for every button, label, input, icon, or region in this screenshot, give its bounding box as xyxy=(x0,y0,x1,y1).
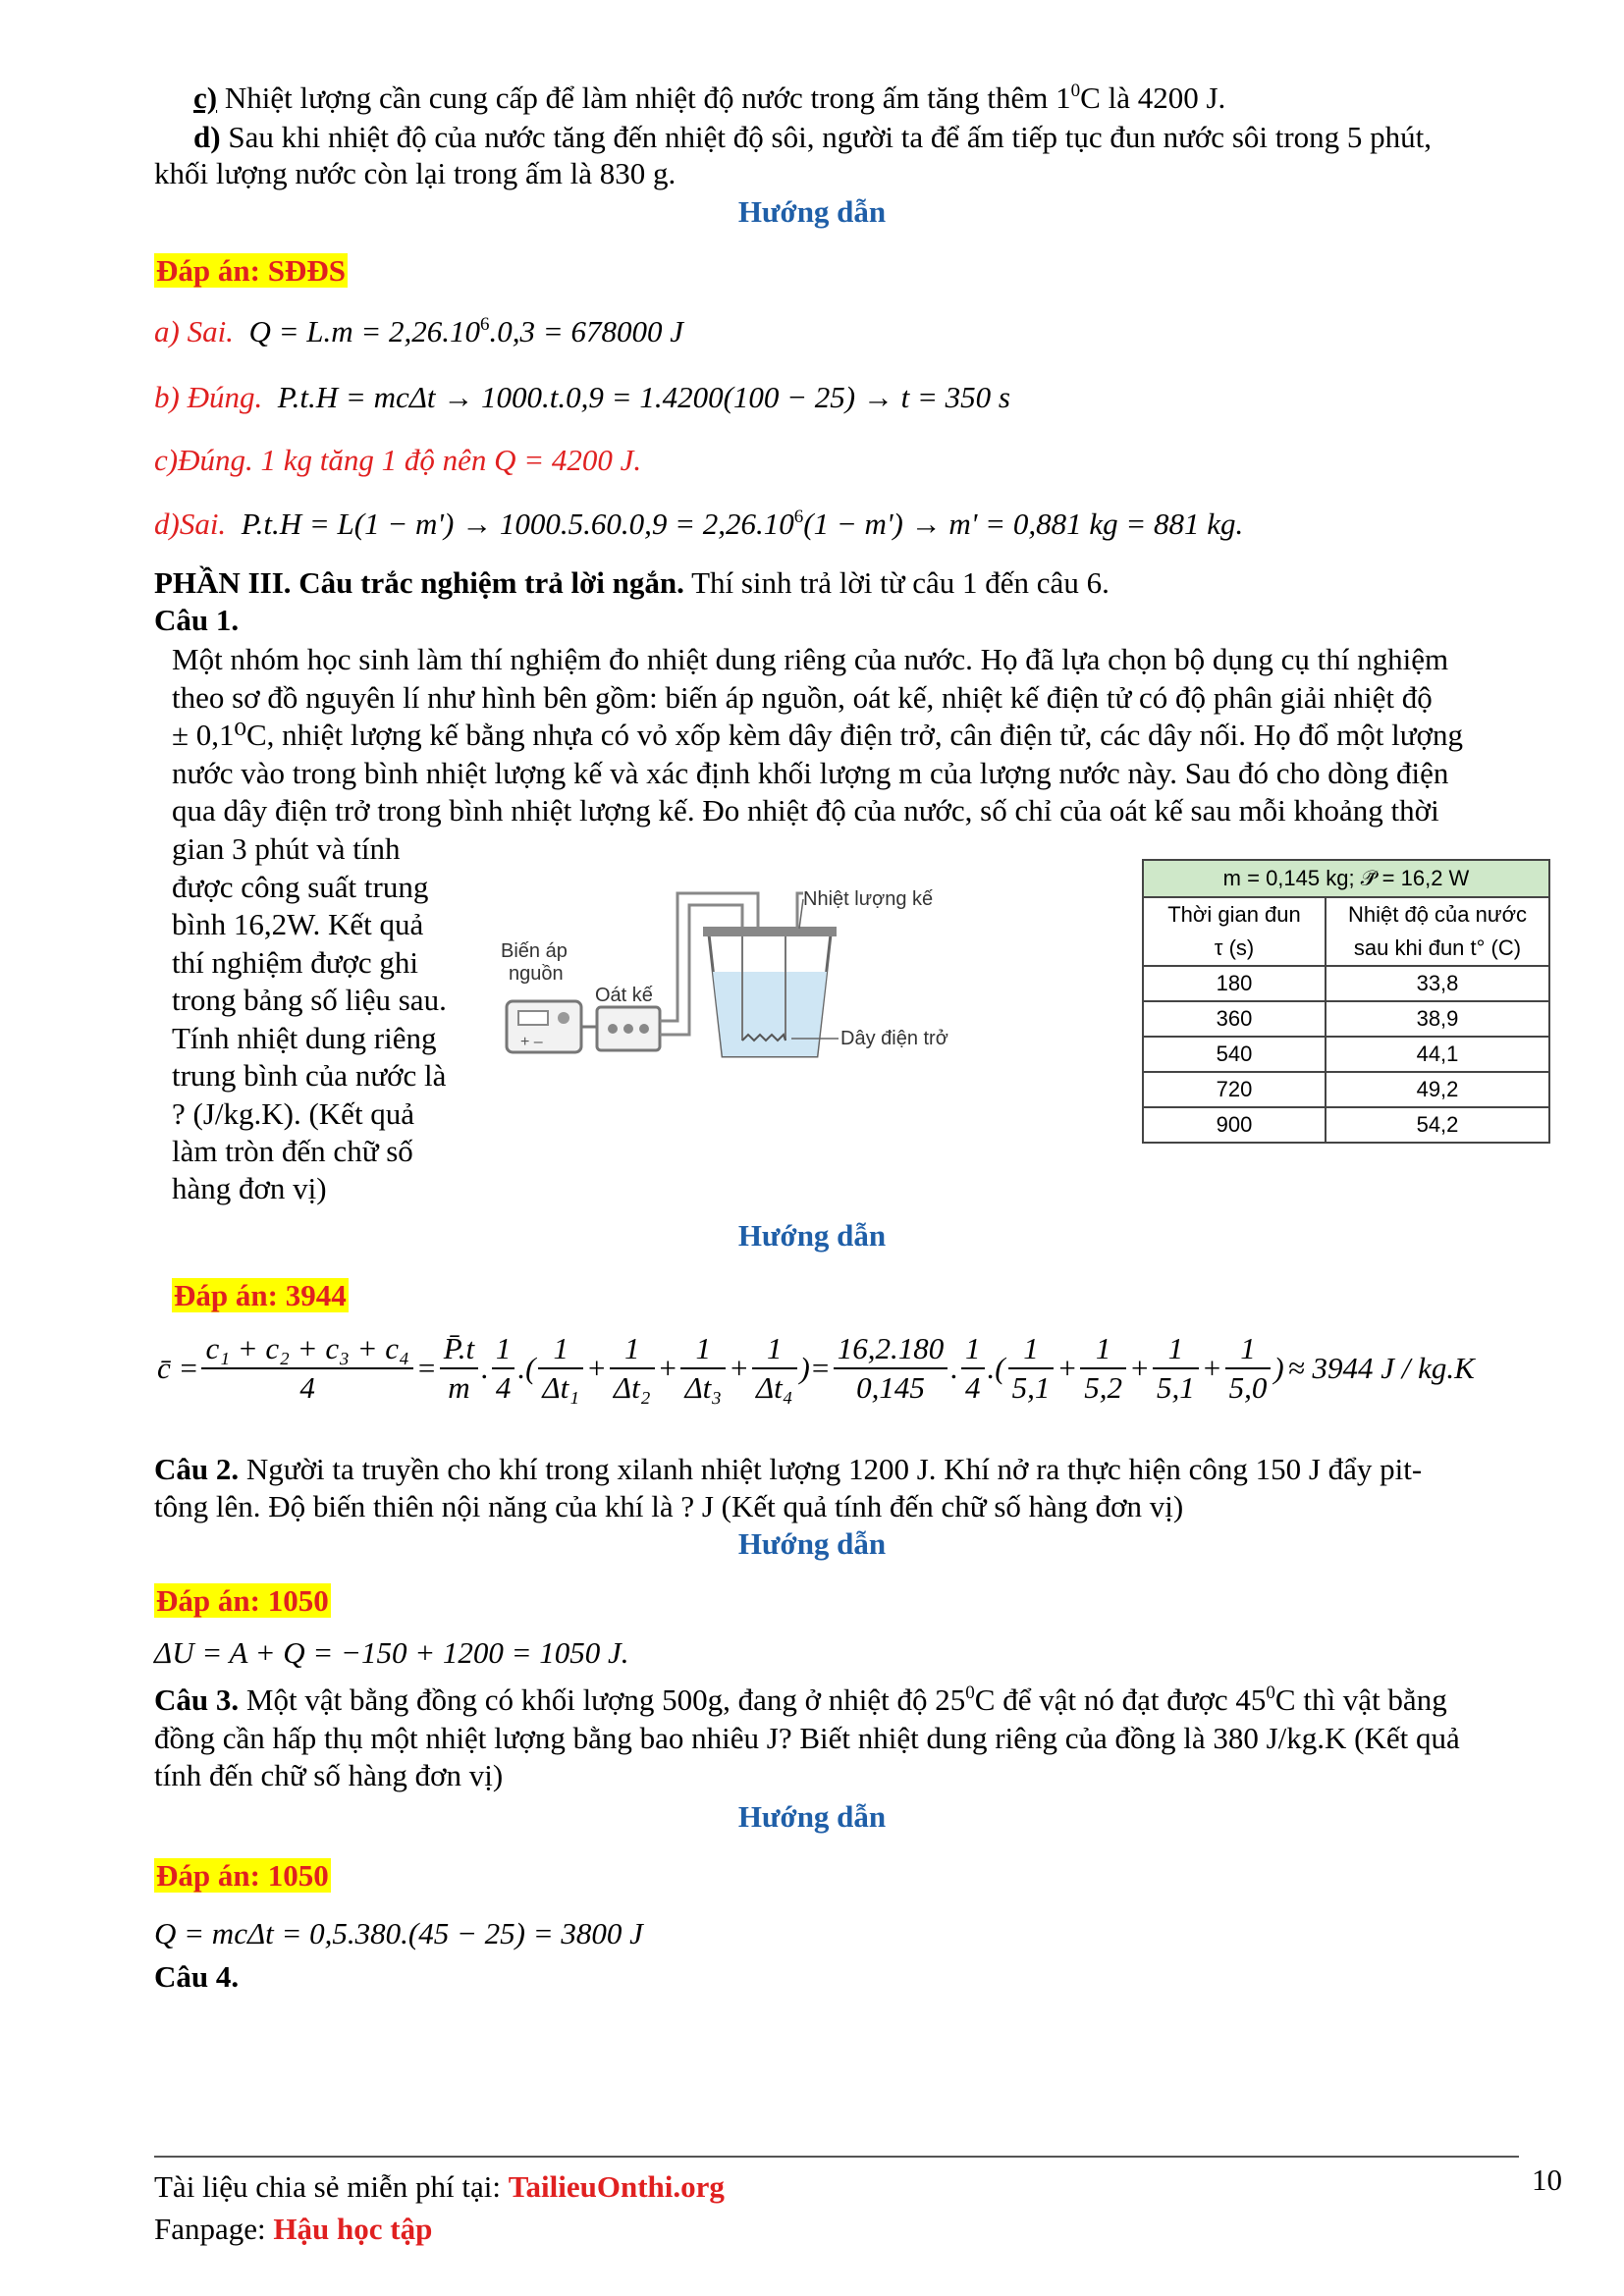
answer-badge: Đáp án: SĐĐS xyxy=(156,253,346,288)
table-col-header: Nhiệt độ của nước sau khi đun t° (C) xyxy=(1326,897,1549,966)
q1-side-line: bình 16,2W. Kết quả xyxy=(172,907,424,941)
question-2-cont: tông lên. Độ biến thiên nội năng của khí là ? J (Kết quả tính đến chữ số hàng đơn vị) xyxy=(154,1489,1184,1523)
solution-a: a) Sai. $Q = L.m = 2,26.10^6.0,3 = 678000$ J xyxy=(154,314,683,348)
question-3-cont: đồng cần hấp thụ một nhiệt lượng bằng bao nhiêu J? Biết nhiệt dung riêng của đồng là 380 J/kg.K (Kết quả xyxy=(154,1721,1460,1755)
diagram-label-source: Biến áp xyxy=(501,940,568,962)
statement-d: d) Sau khi nhiệt độ của nước tăng đến nhiệt độ sôi, người ta để ấm tiếp tục đun nước sôi trong 5 phút, xyxy=(193,120,1433,154)
footer-share: Tài liệu chia sẻ miễn phí tại: TailieuOnthi.org xyxy=(154,2169,725,2204)
question-3-cont: tính đến chữ số hàng đơn vị) xyxy=(154,1758,504,1792)
footer-site-link[interactable]: TailieuOnthi.org xyxy=(508,2169,725,2204)
solution-d: d)Sai. $P.t.H = L(1 - m') \to 1000.5.60.0,9 = 2,26.10^6(1 - m') \to m' = 0,881$ kg = 881 kg. xyxy=(154,507,1244,541)
q1-text-line: theo sơ đồ nguyên lí như hình bên gồm: biến áp nguồn, oát kế, nhiệt kế điện tử có độ phân giải nhiệt độ xyxy=(172,680,1433,715)
answer-badge: Đáp án: 1050 xyxy=(156,1858,329,1893)
svg-text:+ –: + – xyxy=(520,1034,543,1050)
q1-text-line: Một nhóm học sinh làm thí nghiệm đo nhiệt dung riêng của nước. Họ đã lựa chọn bộ dụng cụ thí nghiệm xyxy=(172,642,1449,676)
table-row: 720 49,2 xyxy=(1143,1072,1549,1107)
question-3: Câu 3. Một vật bằng đồng có khối lượng 500g, đang ở nhiệt độ $25^0C$ để vật nó đạt được $45^0C$ thì vật bằng xyxy=(154,1682,1447,1717)
table-row: 540 44,1 xyxy=(1143,1037,1549,1072)
q1-text-line: qua dây điện trở trong bình nhiệt lượng kế. Đo nhiệt độ của nước, số chỉ của oát kế sau mỗi khoảng thời xyxy=(172,793,1439,828)
q3-solution: Q = mcΔt = 0,5.380.(45 − 25) = 3800 J xyxy=(154,1916,643,1950)
table-col-header: Thời gian đun τ (s) xyxy=(1143,897,1326,966)
diagram-label-wire: Dây điện trở xyxy=(840,1028,948,1049)
solution-b: b) Đúng. P.t.H = mcΔt → 1000.t.0,9 = 1.4200(100 − 25) → t = 350 s xyxy=(154,380,1010,414)
q1-side-line: Tính nhiệt dung riêng xyxy=(172,1021,437,1055)
q1-side-line: ? (J/kg.K). (Kết quả xyxy=(172,1096,415,1131)
table-row: 180 33,8 xyxy=(1143,966,1549,1001)
solution-c: c)Đúng. 1 kg tăng 1 độ nên Q = 4200 J. xyxy=(154,443,642,477)
answer-badge: Đáp án: 1050 xyxy=(156,1583,329,1618)
q1-side-line: làm tròn đến chữ số xyxy=(172,1134,413,1168)
part3-heading: PHẦN III. Câu trắc nghiệm trả lời ngắn. Thí sinh trả lời từ câu 1 đến câu 6. xyxy=(154,565,1110,600)
q1-side-line: được công suất trung xyxy=(172,870,429,904)
guide-heading: Hướng dẫn xyxy=(737,1799,887,1834)
question-1-label: Câu 1. xyxy=(154,603,240,637)
table-row: 360 38,9 xyxy=(1143,1001,1549,1037)
q2-solution: ΔU = A + Q = −150 + 1200 = 1050 J. xyxy=(154,1635,629,1670)
statement-d-cont: khối lượng nước còn lại trong ấm là 830 g. xyxy=(154,156,677,190)
diagram-label-calorimeter: Nhiệt lượng kế xyxy=(803,888,934,910)
q1-side-line: gian 3 phút và tính xyxy=(172,831,401,866)
answer-badge: Đáp án: 3944 xyxy=(174,1278,347,1312)
guide-heading: Hướng dẫn xyxy=(737,194,887,229)
q1-side-line: trung bình của nước là xyxy=(172,1058,447,1093)
question-4-label: Câu 4. xyxy=(154,1959,240,1994)
q1-solution-formula: c̄ = $\frac{\text{c₁ + c₂ + c₃ + c₄}}{4}$ = $\frac{P̄.t}{m}$ . $\frac{1}{4}$ .( $\frac{1}{\text{Δt₁}}$ + $\frac{1}{\text{Δt₂}}$ + $\frac{1}{\text{Δt₃}}$ + $\frac{1}{\text{Δt₄}}$ ) = $\frac{16,2.180}{0,145}$ . $\frac{1}{4}$ .( $\frac{1}{5,1}$ + $\frac{1}{5,2}$ + $\frac{1}{5,1}$ + $\frac{1}{5,0}$ ) ≈ 3944 J / kg.K xyxy=(157,1331,1475,1405)
diagram-label-meter: Oát kế xyxy=(595,985,653,1006)
diagram-label-source2: nguồn xyxy=(509,963,564,985)
page-number: 10 xyxy=(1532,2163,1562,2197)
q1-text-line: ± 0,1⁰C, nhiệt lượng kế bằng nhựa có vỏ xốp kèm dây điện trở, cân điện tử, các dây nối. Họ đổ một lượng xyxy=(172,718,1463,752)
statement-c: c) Nhiệt lượng cần cung cấp để làm nhiệt độ nước trong ấm tăng thêm $1^0C$ là 4200 J. xyxy=(193,80,1226,115)
table-row: 900 54,2 xyxy=(1143,1107,1549,1143)
q1-side-line: trong bảng số liệu sau. xyxy=(172,983,447,1017)
q1-side-line: thí nghiệm được ghi xyxy=(172,945,419,980)
question-2: Câu 2. Người ta truyền cho khí trong xilanh nhiệt lượng 1200 J. Khí nở ra thực hiện công 150 J đẩy pit- xyxy=(154,1452,1423,1486)
q1-side-line: hàng đơn vị) xyxy=(172,1171,327,1205)
footer-fanpage-link[interactable]: Hậu học tập xyxy=(273,2212,433,2246)
guide-heading: Hướng dẫn xyxy=(737,1526,887,1561)
footer-divider xyxy=(154,2156,1519,2158)
footer-fanpage: Fanpage: Hậu học tập xyxy=(154,2212,433,2246)
table-header: m = 0,145 kg; 𝒫̄ = 16,2 W xyxy=(1143,860,1549,897)
data-table xyxy=(1142,859,1550,1144)
guide-heading: Hướng dẫn xyxy=(737,1218,887,1253)
q1-text-line: nước vào trong bình nhiệt lượng kế và xác định khối lượng m của lượng nước này. Sau đó cho dòng điện xyxy=(172,756,1449,790)
calorimeter-diagram xyxy=(491,864,952,1070)
